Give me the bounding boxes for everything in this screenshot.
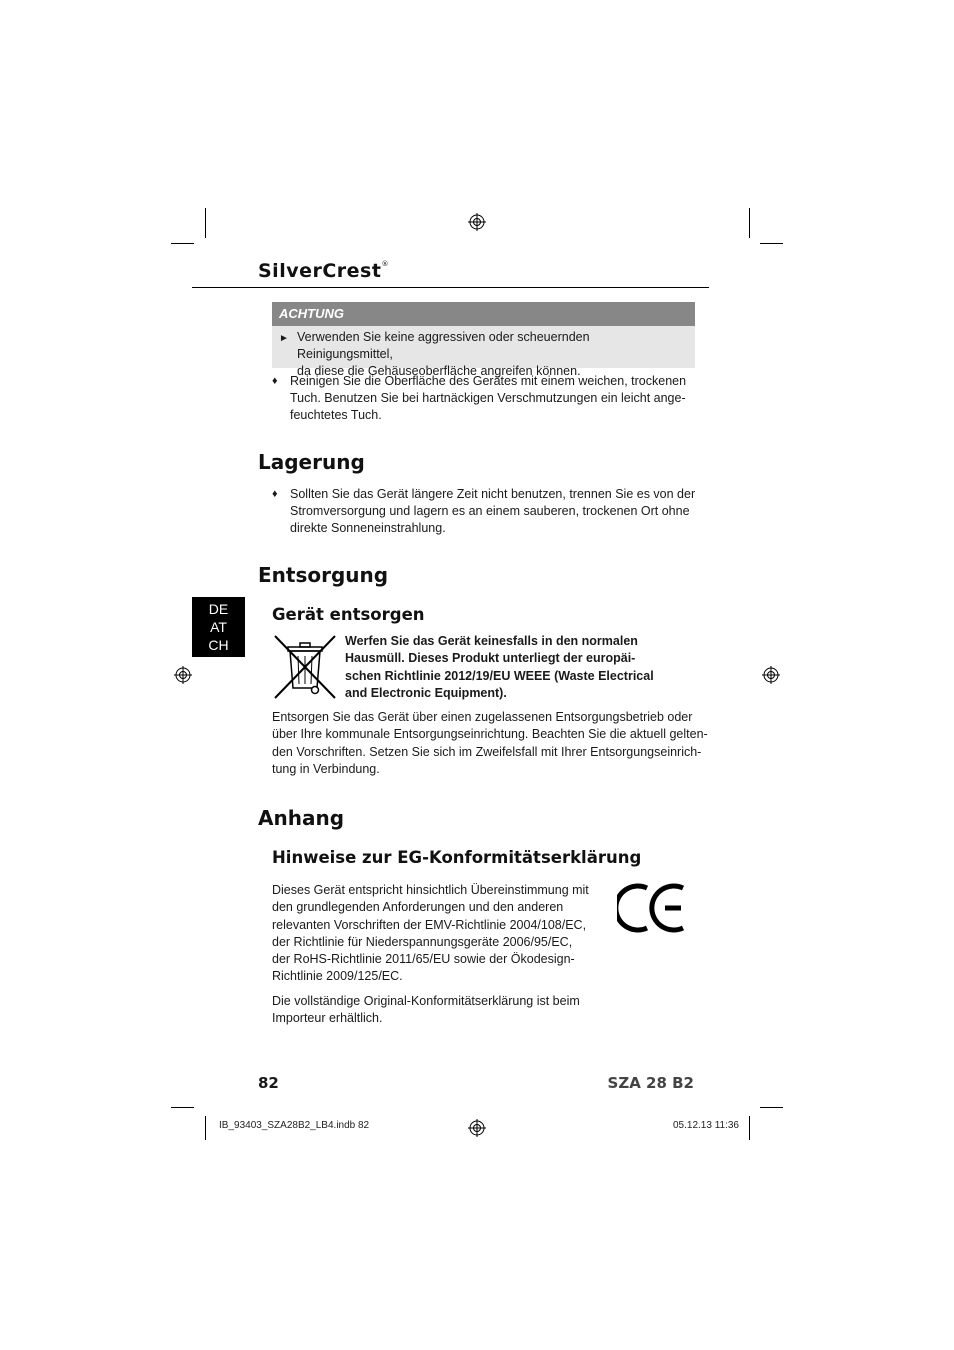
text-line: schen Richtlinie 2012/19/EU WEEE (Waste Electrical [345,668,654,683]
warning-line: da diese die Gehäuseoberfläche angreifen können. [297,364,581,378]
registration-mark-icon [174,666,192,684]
subheading-konformitaet: Hinweise zur EG-Konformitätserklärung [272,848,642,867]
arrow-right-icon: ► [279,333,289,344]
crop-mark [205,208,206,238]
warning-body [272,326,695,378]
text-line: feuchtetes Tuch. [290,408,382,422]
text-line: Importeur erhältlich. [272,1011,383,1026]
language-code: CH [208,637,229,653]
weee-crossed-bin-icon [273,634,337,700]
crop-mark [171,243,194,244]
brand-logo-text: SilverCrest [258,260,382,282]
registration-mark-icon [468,1119,486,1137]
warning-title: ACHTUNG [272,302,695,326]
section-heading-entsorgung: Entsorgung [258,563,389,587]
text-line: Hausmüll. Dieses Produkt unterliegt der europäi- [345,651,636,666]
text-line: der Richtlinie für Niederspannungsgeräte 2006/95/EC, [272,934,573,949]
weee-notice [345,633,705,702]
text-line: der RoHS-Richtlinie 2011/65/EU sowie der Ökodesign- [272,952,575,967]
diamond-bullet-icon: ♦ [272,488,278,500]
text-line: Dieses Gerät entspricht hinsichtlich Übereinstimmung mit [272,883,589,897]
registration-mark-icon [762,666,780,684]
diamond-bullet-icon: ♦ [272,375,278,387]
text-line: Sollten Sie das Gerät längere Zeit nicht benutzen, trennen Sie es von der [290,487,696,501]
crop-mark [171,1107,194,1108]
text-line: über Ihre kommunale Entsorgungseinrichtung. Beachten Sie die aktuell gelten- [272,727,708,742]
text-line: den Vorschriften. Setzen Sie sich im Zweifelsfall mit Ihrer Entsorgungseinrich- [272,744,702,759]
crop-mark [760,243,783,244]
page-number: 82 [258,1074,279,1092]
print-slug-file: IB_93403_SZA28B2_LB4.indb 82 [219,1120,370,1131]
conformity-paragraph [272,882,602,986]
crop-mark [749,1116,750,1140]
registration-mark-icon [468,213,486,231]
text-line: Die vollständige Original-Konformitätserklärung ist beim [272,994,580,1008]
language-code: DE [208,601,229,617]
text-line: Entsorgen Sie das Gerät über einen zugelassenen Entsorgungsbetrieb oder [272,710,693,724]
text-line: Tuch. Benutzen Sie bei hartnäckigen Verschmutzungen ein leicht ange- [290,391,686,405]
declaration-paragraph [272,993,602,1028]
warning-line: Verwenden Sie keine aggressiven oder scheuernden Reinigungsmittel, [297,330,590,361]
cleaning-instruction [272,373,702,424]
crop-mark [760,1107,783,1108]
brand-logo [258,260,389,282]
crop-mark [749,208,750,238]
text-line: Stromversorgung und lagern es an einem sauberen, trockenen Ort ohne [290,504,690,518]
text-line: relevanten Vorschriften der EMV-Richtlinie 2004/108/EC, [272,917,587,932]
print-slug-date: 05.12.13 11:36 [673,1120,739,1131]
text-line: tung in Verbindung. [272,761,380,776]
header-rule [192,287,709,288]
disposal-paragraph [272,709,712,778]
text-line: Reinigen Sie die Oberfläche des Gerätes mit einem weichen, trockenen [290,374,687,388]
text-line: Richtlinie 2009/125/EC. [272,969,403,984]
language-tab [192,597,245,657]
text-line: and Electronic Equipment). [345,685,507,700]
section-heading-anhang: Anhang [258,806,345,830]
text-line: den grundlegenden Anforderungen und den anderen [272,900,564,915]
registered-mark: ® [381,260,389,268]
subheading-geraet-entsorgen: Gerät entsorgen [272,605,425,624]
text-line: Werfen Sie das Gerät keinesfalls in den normalen [345,634,638,648]
language-code: AT [210,619,227,635]
ce-mark-icon [617,882,689,934]
model-number: SZA 28 B2 [607,1074,694,1092]
section-heading-lagerung: Lagerung [258,450,365,474]
text-line: direkte Sonneneinstrahlung. [290,521,446,535]
crop-mark [205,1116,206,1140]
storage-instruction [272,486,702,537]
